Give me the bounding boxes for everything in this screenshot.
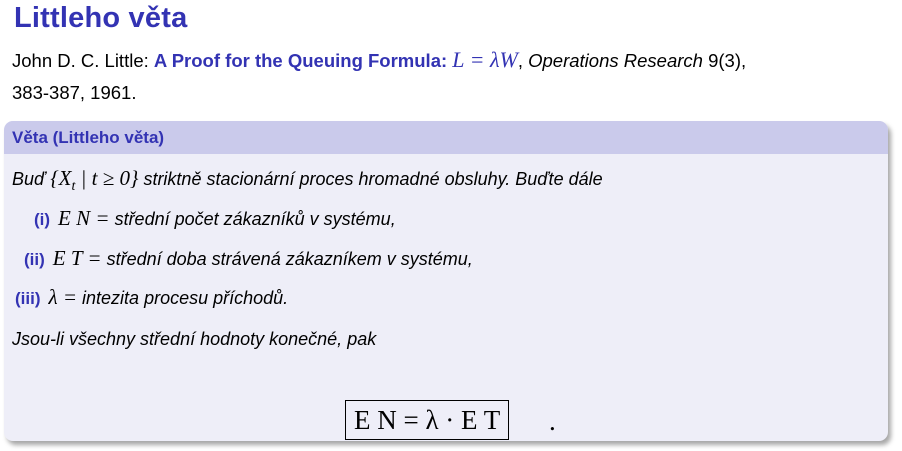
citation-authors: John D. C. Little: (12, 50, 154, 71)
theorem-block (4, 121, 888, 441)
list-item-text: intezita procesu příchodů. (77, 288, 289, 308)
citation-journal: Operations Research (528, 50, 703, 71)
intro-set-main: {X (50, 166, 72, 190)
theorem-intro (12, 166, 603, 195)
list-item (34, 206, 396, 231)
citation-paper-title: A Proof for the Queuing Formula: (153, 50, 453, 71)
intro-post: striktně stacionární proces hromadné obsluhy. Buďte dále (138, 169, 603, 189)
boxed-formula: E N = λ · E T (345, 400, 509, 440)
list-item-label: (iii) (15, 289, 41, 308)
list-item-text: střední počet zákazníků v systému, (109, 209, 396, 229)
intro-pre: Buď (12, 169, 51, 189)
list-item-text: střední doba strávená zákazníkem v systému, (101, 249, 473, 269)
citation-formula: L = λW (452, 47, 518, 72)
list-item-math: λ = (48, 285, 78, 309)
list-item (15, 285, 288, 310)
theorem-conclusion: Jsou-li všechny střední hodnoty konečné, pak (12, 329, 377, 349)
citation-separator: , (517, 50, 529, 71)
list-item-math: E N = (58, 206, 110, 230)
list-item-label: (i) (34, 210, 51, 229)
list-item-label: (ii) (24, 250, 45, 269)
list-item (24, 246, 473, 271)
theorem-header-title: Věta (Littleho věta) (12, 128, 165, 147)
intro-set (50, 166, 139, 195)
citation-details-cont: 383-387, 1961. (12, 82, 137, 103)
list-item-math: E T = (52, 246, 102, 270)
formula-end-dot: . (549, 406, 556, 436)
theorem-body (4, 154, 888, 441)
citation (12, 44, 892, 109)
theorem-header (4, 121, 888, 154)
citation-details: 9(3), (702, 50, 747, 71)
intro-set-sub: t (71, 179, 76, 195)
intro-set-rest: | t ≥ 0} (75, 166, 139, 190)
frame-title: Littleho věta (14, 2, 188, 34)
